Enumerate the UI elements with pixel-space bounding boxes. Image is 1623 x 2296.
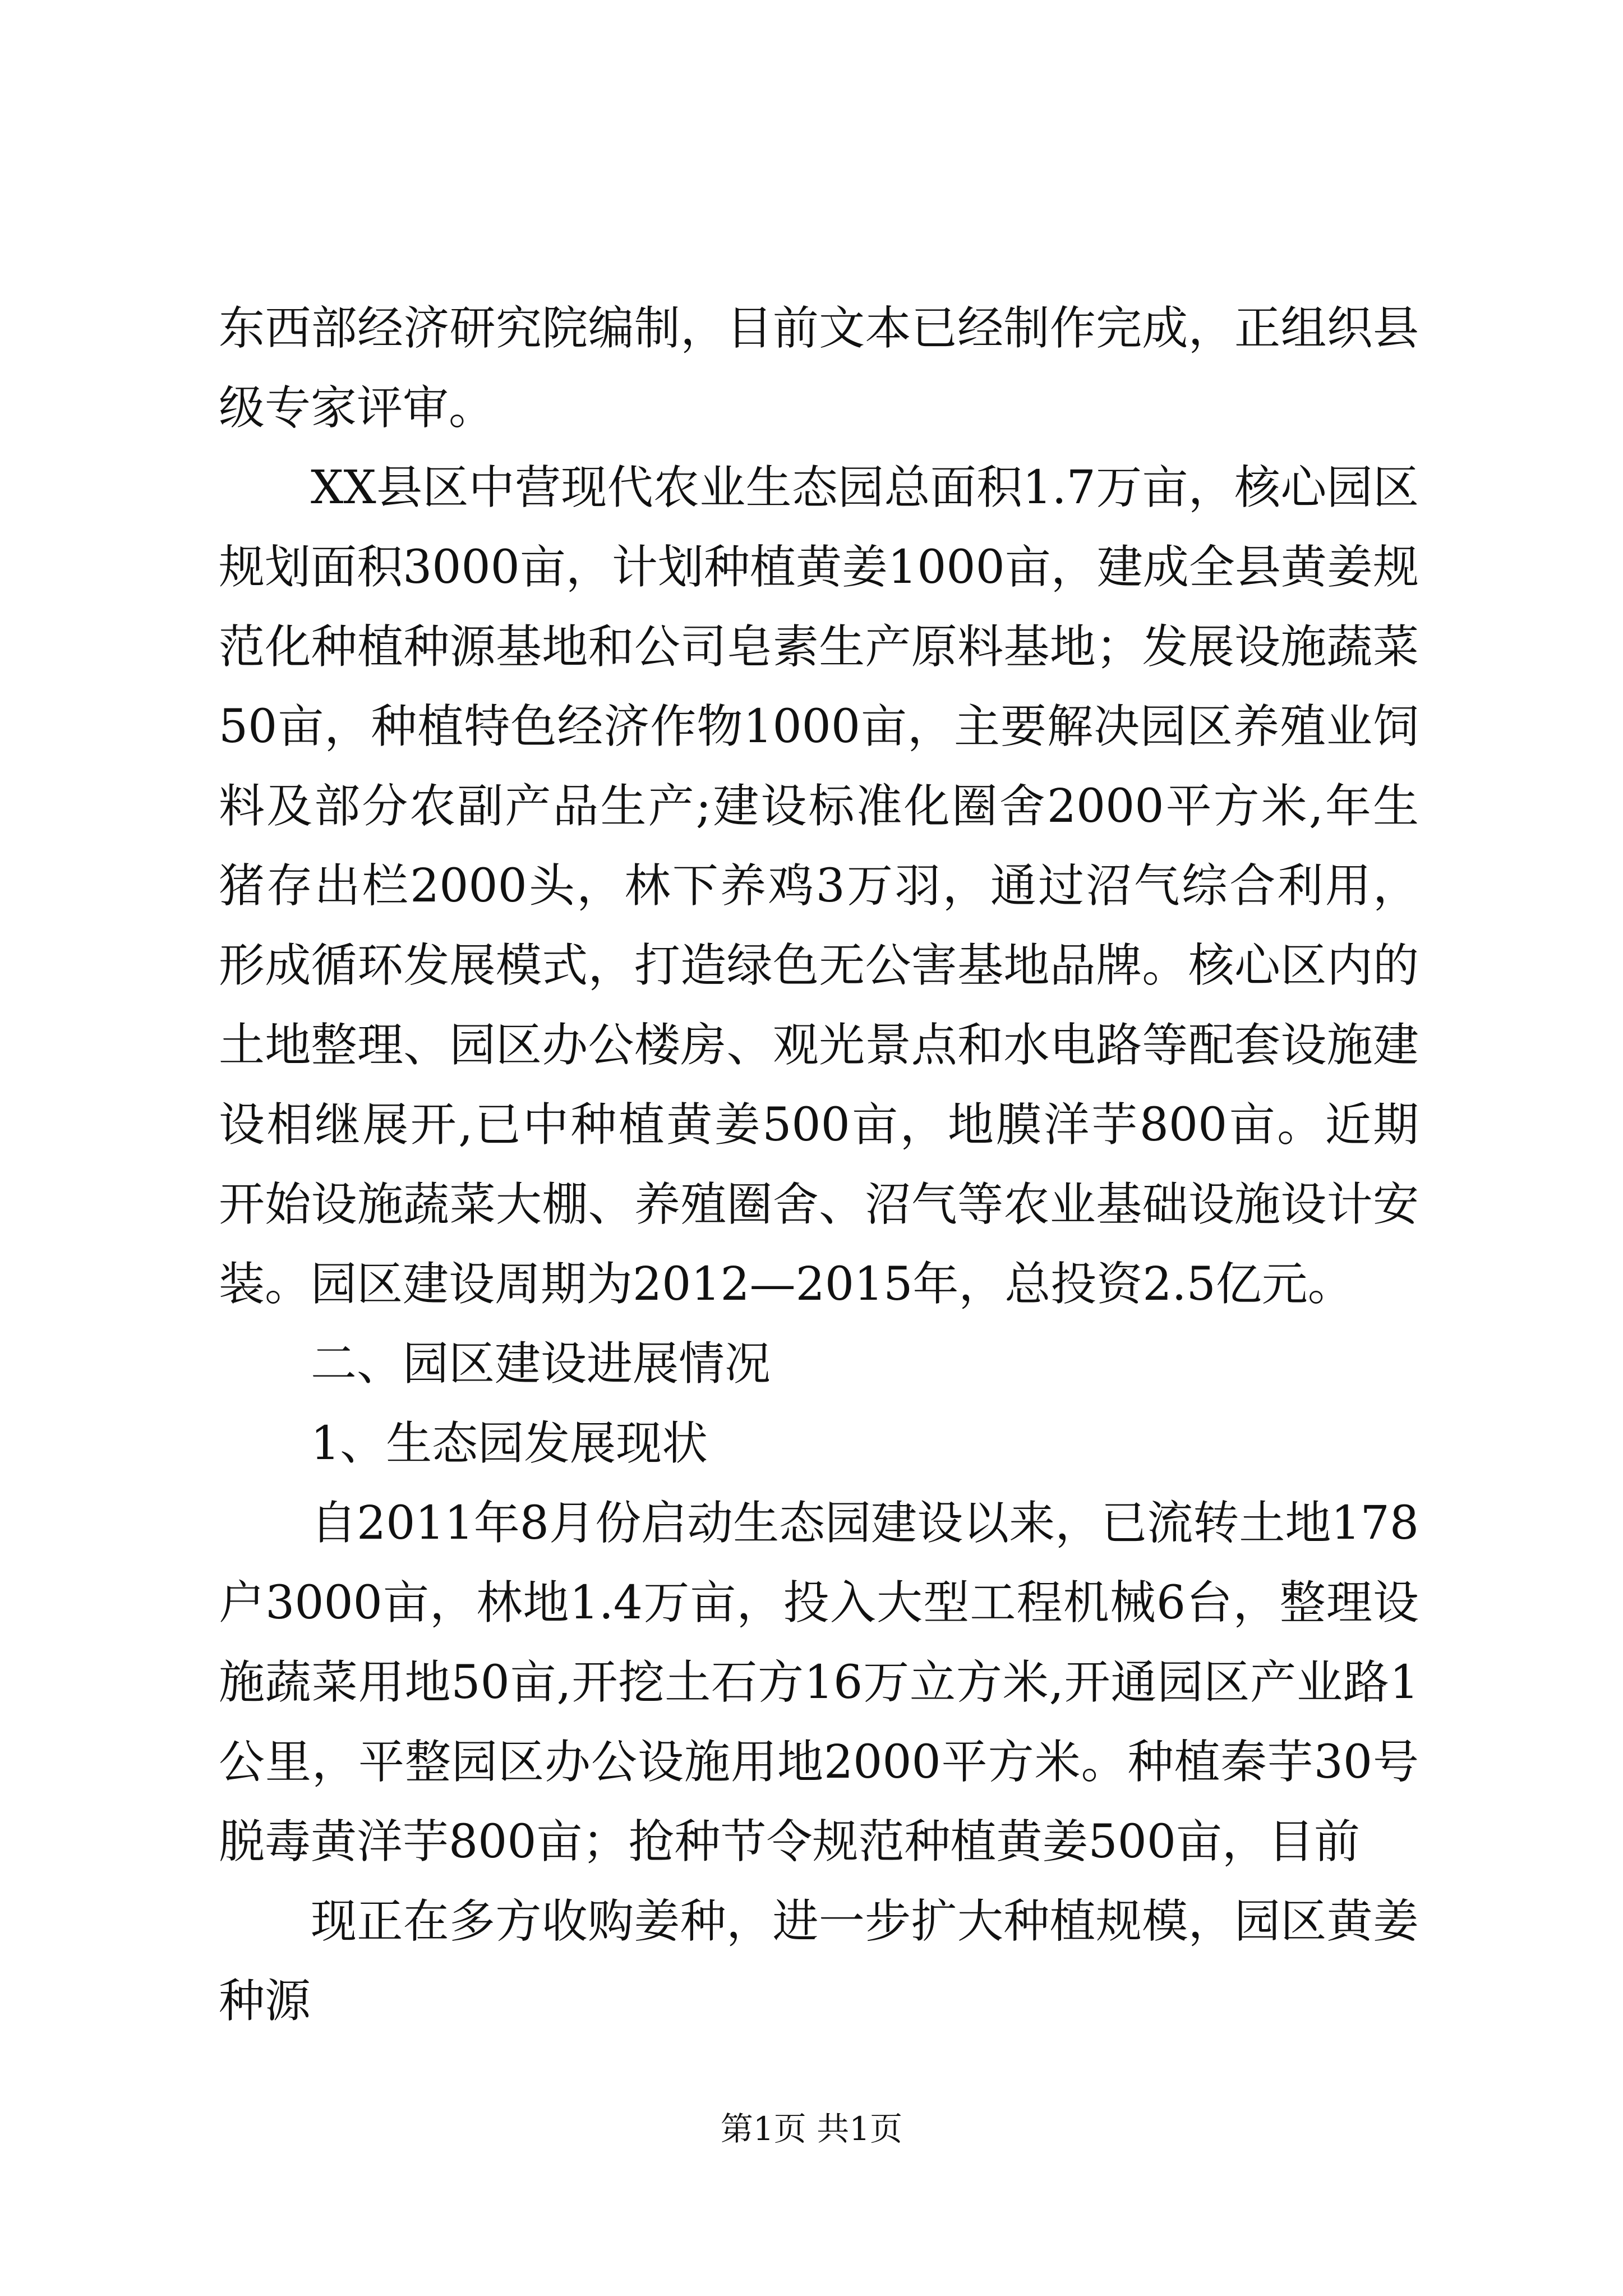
paragraph-ginger-seed: 现正在多方收购姜种，进一步扩大种植规模，园区黄姜种源	[219, 1895, 1419, 2028]
page-footer: 第1页 共1页	[720, 2110, 903, 2148]
section-heading-progress: 二、园区建设进展情况	[311, 1337, 771, 1391]
paragraph-park-overview: XX县区中营现代农业生态园总面积1.7万亩，核心园区规划面积3000亩，计划种植黄姜1000亩，建成全县黄姜规范化种植种源基地和公司皂素生产原料基地；发展设施蔬菜50亩，种植特色经济作物1000亩，主要解决园区养殖业饲料及部分农副产品生产;建设标准化圈舍2000平方米,年生猪存出栏2000头，林下养鸡3万羽，通过沼气综合利用，形成循环发展模式，打造绿色无公害基地品牌。核心区内的土地整理、园区办公楼房、观光景点和水电路等配套设施建设相继展开,已中种植黄姜500亩，地膜洋芋800亩。近期开始设施蔬菜大棚、养殖圈舍、沼气等农业基础设施设计安装。园区建设周期为2012—2015年，总投资2.5亿元。	[219, 461, 1419, 1311]
paragraph-intro-continued: 东西部经济研究院编制，目前文本已经制作完成，正组织县级专家评审。	[219, 302, 1419, 435]
document-body	[219, 289, 1419, 2041]
paragraph-progress-details: 自2011年8月份启动生态园建设以来，已流转土地178户3000亩，林地1.4万亩，投入大型工程机械6台，整理设施蔬菜用地50亩,开挖土石方16万立方米,开通园区产业路1公里，平整园区办公设施用地2000平方米。种植秦芋30号脱毒黄洋芋800亩；抢种节令规范种植黄姜500亩，目前	[219, 1497, 1419, 1869]
subsection-heading-status: 1、生态园发展现状	[311, 1417, 708, 1470]
